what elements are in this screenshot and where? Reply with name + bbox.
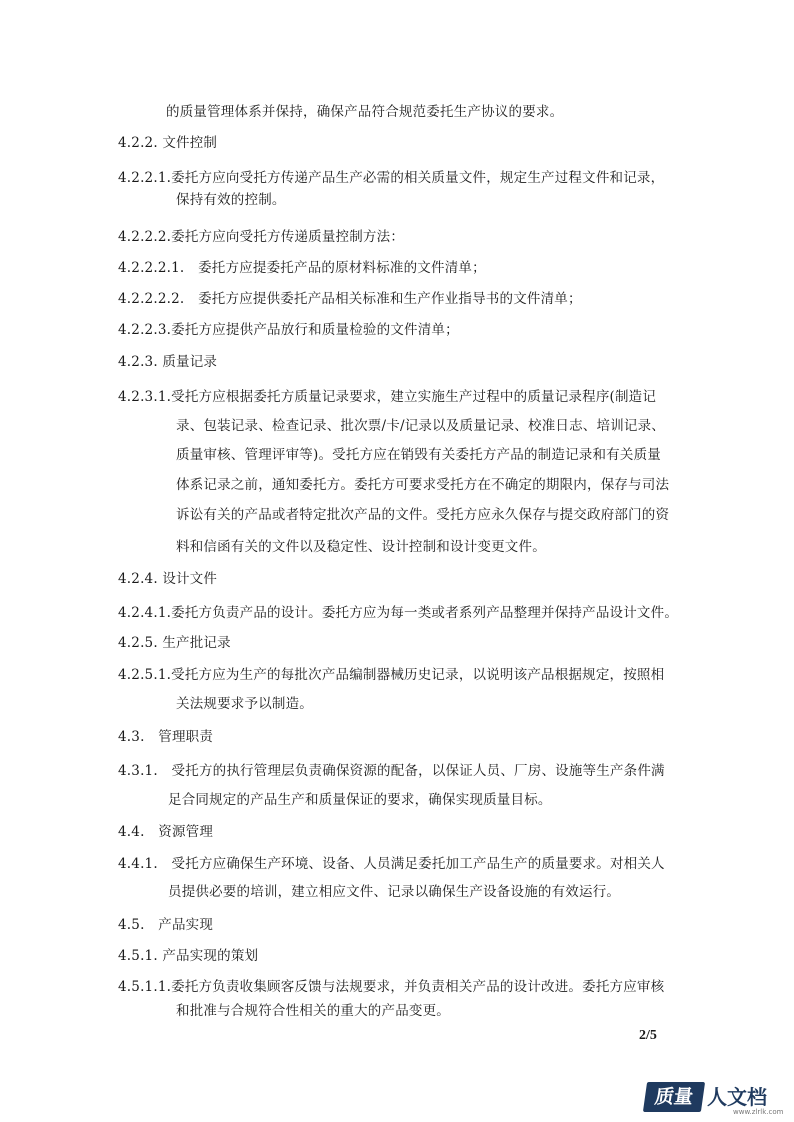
section-heading: 4.2.2. 文件控制 xyxy=(118,135,218,151)
text-line: 4.2.4.1.委托方负责产品的设计。委托方应为每一类或者系列产品整理并保持产品设计文件。 xyxy=(118,605,679,621)
watermark-logo xyxy=(645,1080,789,1116)
section-heading: 4.3. 管理职责 xyxy=(118,729,214,745)
text-line: 4.2.3.1.受托方应根据委托方质量记录要求，建立实施生产过程中的质量记录程序(制造记 xyxy=(118,389,657,405)
logo-url: www.zlrlk.com xyxy=(733,1108,784,1116)
text-line: 保持有效的控制。 xyxy=(176,192,286,208)
text-line: 关法规要求予以制造。 xyxy=(176,696,313,712)
text-line: 4.2.5.1.受托方应为生产的每批次产品编制器械历史记录，以说明该产品根据规定，按照相 xyxy=(118,667,665,683)
section-heading: 4.4. 资源管理 xyxy=(118,824,214,840)
text-line: 录、包装记录、检查记录、批次票/卡/记录以及质量记录、校准日志、培训记录、 xyxy=(176,418,665,434)
text-line: 足合同规定的产品生产和质量保证的要求，确保实现质量目标。 xyxy=(168,792,552,808)
section-heading: 4.5. 产品实现 xyxy=(118,917,214,933)
section-heading: 4.2.4. 设计文件 xyxy=(118,571,218,587)
text-line: 4.2.2.2.委托方应向受托方传递质量控制方法： xyxy=(118,229,405,245)
text-line: 4.2.2.2.1. 委托方应提委托产品的原材料标准的文件清单； xyxy=(118,260,486,276)
section-heading: 4.2.3. 质量记录 xyxy=(118,354,218,370)
text-line: 料和信函有关的文件以及稳定性、设计控制和设计变更文件。 xyxy=(176,539,546,555)
text-line: 4.2.2.1.委托方应向受托方传递产品生产必需的相关质量文件，规定生产过程文件和记录， xyxy=(118,170,665,186)
text-line: 4.5.1.1.委托方负责收集顾客反馈与法规要求，并负责相关产品的设计改进。委托方应审核 xyxy=(118,979,665,995)
section-heading: 4.5.1. 产品实现的策划 xyxy=(118,948,259,964)
text-line: 和批准与合规符合性相关的重大的产品变更。 xyxy=(176,1003,450,1019)
text-line: 4.2.2.2.2. 委托方应提供委托产品相关标准和生产作业指导书的文件清单； xyxy=(118,291,582,307)
text-line: 体系记录之前，通知委托方。委托方可要求受托方在不确定的期限内，保存与司法 xyxy=(176,477,670,493)
text-line: 诉讼有关的产品或者特定批次产品的文件。受托方应永久保存与提交政府部门的资 xyxy=(176,507,670,523)
logo-box: 质量 xyxy=(643,1082,705,1112)
text-line: 质量审核、管理评审等)。受托方应在销毁有关委托方产品的制造记录和有关质量 xyxy=(176,447,661,463)
text-line: 员提供必要的培训，建立相应文件、记录以确保生产设备设施的有效运行。 xyxy=(168,884,621,900)
logo-text: 人文档 xyxy=(707,1085,767,1109)
page-number: 2/5 xyxy=(639,1028,657,1043)
section-heading: 4.2.5. 生产批记录 xyxy=(118,635,231,651)
text-line: 4.3.1. 受托方的执行管理层负责确保资源的配备，以保证人员、厂房、设施等生产条件满 xyxy=(118,763,665,779)
text-line: 4.2.2.3.委托方应提供产品放行和质量检验的文件清单； xyxy=(118,322,459,338)
text-line: 4.4.1. 受托方应确保生产环境、设备、人员满足委托加工产品生产的质量要求。对相关人 xyxy=(118,856,665,872)
text-line: 的质量管理体系并保持，确保产品符合规范委托生产协议的要求。 xyxy=(166,104,564,120)
